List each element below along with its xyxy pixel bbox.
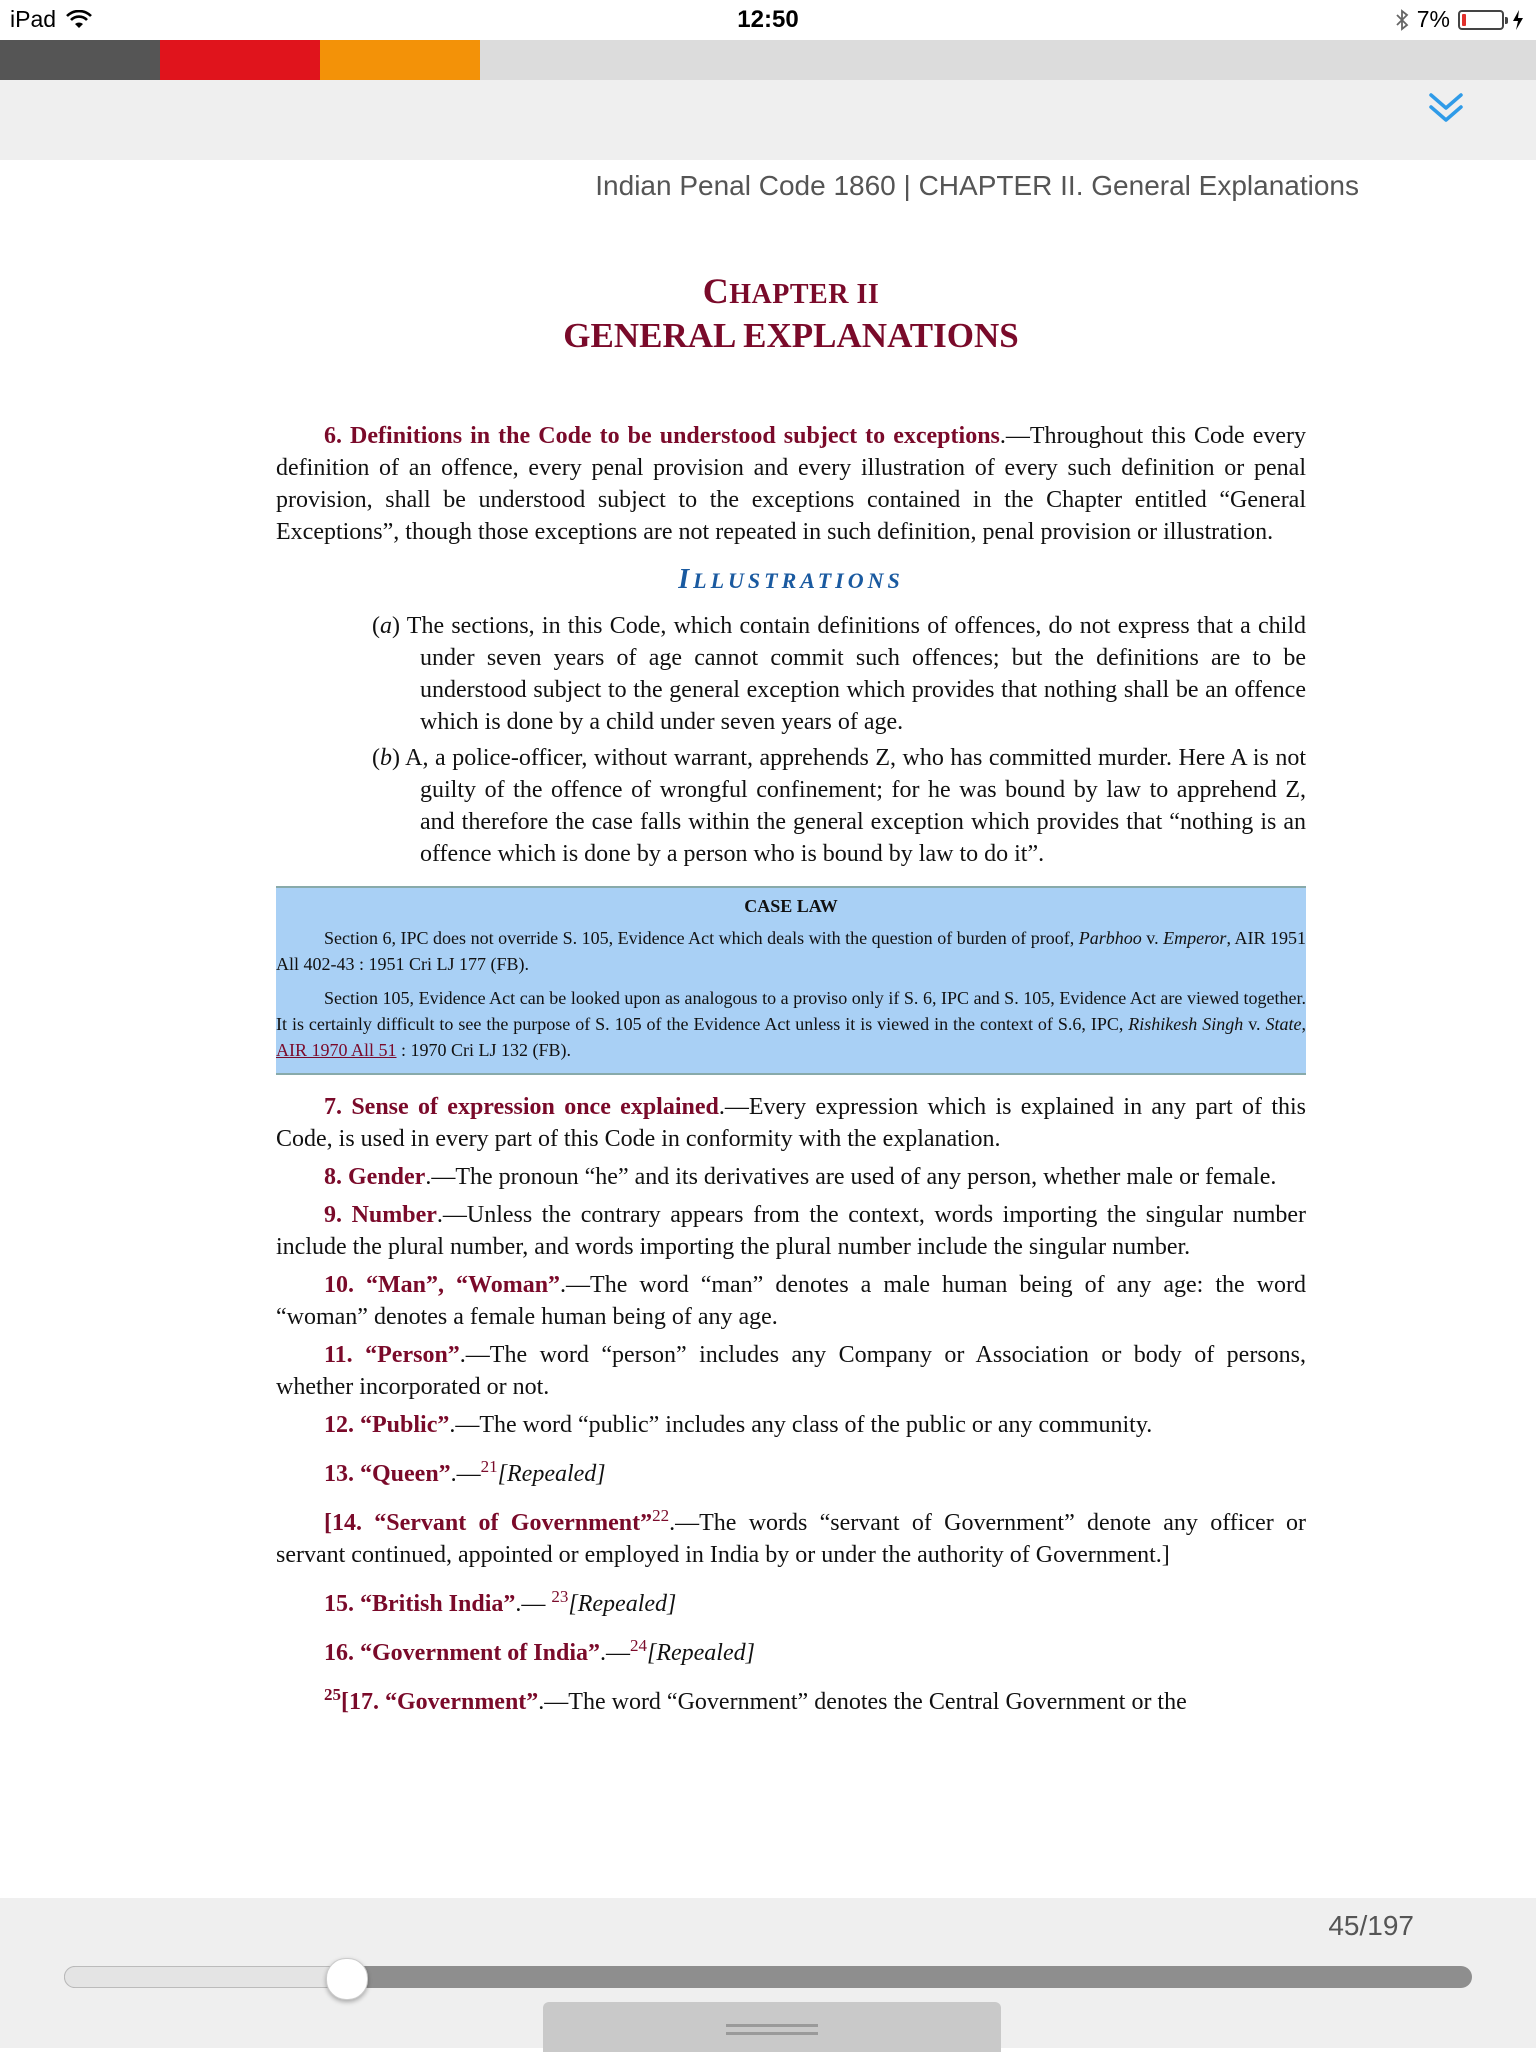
section-15-dash: .— bbox=[515, 1591, 552, 1617]
toolbar bbox=[0, 80, 1536, 160]
tab-red[interactable] bbox=[160, 40, 320, 80]
chapter-label bbox=[276, 270, 1306, 312]
section-9-heading: 9. Number bbox=[324, 1202, 437, 1228]
section-15-repealed: [Repealed] bbox=[568, 1591, 677, 1617]
separator: , bbox=[1301, 1014, 1306, 1034]
illustration-a: (a) The sections, in this Code, which contain definitions of offences, do not express that a child under seven years of age cannot commit such offences; but the definitions are to be understood subject to the general exception which provides that nothing shall be an offence which is done by a child under seven years of age. bbox=[372, 613, 1306, 735]
page-slider[interactable] bbox=[64, 1966, 1472, 1988]
case-party: State bbox=[1265, 1014, 1302, 1034]
page-content bbox=[276, 270, 1306, 1718]
section-8-body: .—The pronoun “he” and its derivatives are used of any person, whether male or female. bbox=[425, 1164, 1277, 1190]
section-7-heading: 7. Sense of expression once explained bbox=[324, 1094, 719, 1120]
section-14-body: .—The words “servant of Government” denote any officer or servant continued, appointed or employed in India by or under the authority of Government.] bbox=[276, 1510, 1306, 1568]
section-17-heading: [17. “Government” bbox=[341, 1689, 539, 1715]
section-12-heading: 12. “Public” bbox=[324, 1412, 450, 1438]
double-chevron-down-icon[interactable] bbox=[1426, 90, 1466, 126]
versus: v. bbox=[1243, 1014, 1266, 1034]
section-6-heading: 6. Definitions in the Code to be understood subject to exceptions bbox=[324, 423, 1000, 449]
illustration-a-text: The sections, in this Code, which contain definitions of offences, do not express that a child under seven years of age cannot commit such offences; but the definitions are to be understood subject to the general exception which provides that nothing shall be an offence which is done by a child under seven years of age. bbox=[400, 613, 1306, 735]
section-6 bbox=[276, 420, 1306, 548]
illustration-b-text: A, a police-officer, without warrant, apprehends Z, who has committed murder. Here A is not guilty of the offence of wrongful confinement; for he was bound by law to apprehend Z, and therefore the case falls within the general exception which provides that “nothing is an offence which is done by a person who is bound by law to do it”. bbox=[400, 745, 1306, 867]
illustrations-heading bbox=[276, 564, 1306, 596]
section-13-dash: .— bbox=[450, 1461, 481, 1487]
bookmark-tab-strip bbox=[0, 40, 1536, 80]
section-8-heading: 8. Gender bbox=[324, 1164, 426, 1190]
tab-orange[interactable] bbox=[320, 40, 480, 80]
battery-percent: 7% bbox=[1416, 6, 1450, 32]
case-law-para-2 bbox=[276, 985, 1306, 1063]
case-law-box bbox=[276, 886, 1306, 1075]
case-law-para-1 bbox=[276, 925, 1306, 977]
illustration-b-label: b bbox=[380, 745, 392, 771]
section-16-dash: .— bbox=[600, 1640, 630, 1666]
section-13-repealed: [Repealed] bbox=[497, 1461, 606, 1487]
illustration-b: (b) A, a police-officer, without warrant, apprehends Z, who has committed murder. Here A is not guilty of the offence of wrongful confinement; for he was bound by law to apprehend Z, and therefore the case falls within the general exception which provides that “nothing is an offence which is done by a person who is bound by law to do it”. bbox=[372, 745, 1306, 867]
section-13-heading: 13. “Queen” bbox=[324, 1461, 451, 1487]
status-bar bbox=[0, 0, 1536, 40]
chapter-title: GENERAL EXPLANATIONS bbox=[563, 316, 1019, 355]
footnote-ref[interactable]: 23 bbox=[551, 1587, 569, 1606]
battery-icon bbox=[1458, 10, 1504, 30]
section-7-body: .—Every expression which is explained in any part of this Code, is used in every part of this Code in conformity with the explanation. bbox=[276, 1094, 1307, 1152]
case-name: Rishikesh Singh bbox=[1128, 1014, 1244, 1034]
grip-line bbox=[726, 2032, 818, 2035]
citation: : 1970 Cri LJ 132 (FB). bbox=[396, 1040, 572, 1060]
chapter-label-initial: C bbox=[702, 271, 730, 311]
section-10-heading: 10. “Man”, “Woman” bbox=[324, 1272, 561, 1298]
section-14-heading: [14. “Servant of Government” bbox=[324, 1510, 653, 1536]
illustrations-heading-initial: I bbox=[678, 564, 694, 595]
section-11 bbox=[276, 1339, 1306, 1403]
section-17-body: .—The word “Government” denotes the Central Government or the bbox=[538, 1689, 1187, 1715]
illustration-a-label: a bbox=[380, 613, 392, 639]
illustrations-heading-rest: LLUSTRATIONS bbox=[693, 568, 904, 593]
section-12-body: .—The word “public” includes any class of the public or any community. bbox=[449, 1412, 1153, 1438]
status-right bbox=[1395, 6, 1524, 33]
section-15-heading: 15. “British India” bbox=[324, 1591, 516, 1617]
section-11-heading: 11. “Person” bbox=[324, 1342, 460, 1368]
page-indicator: 45/197 bbox=[1328, 1910, 1414, 1941]
footnote-ref[interactable]: 25 bbox=[324, 1685, 341, 1704]
case-law-heading: CASE LAW bbox=[744, 896, 838, 916]
footnote-ref[interactable]: 24 bbox=[630, 1636, 647, 1655]
section-9 bbox=[276, 1199, 1306, 1263]
footnote-ref[interactable]: 21 bbox=[480, 1457, 498, 1476]
case-party: Emperor bbox=[1163, 928, 1227, 948]
status-time: 12:50 bbox=[737, 6, 799, 33]
versus: v. bbox=[1141, 928, 1164, 948]
section-17 bbox=[276, 1679, 1306, 1718]
section-13 bbox=[276, 1451, 1306, 1490]
slider-read-portion bbox=[64, 1966, 346, 1988]
case-law-para-1-text: Section 6, IPC does not override S. 105, Evidence Act which deals with the question of burden of proof, bbox=[324, 928, 1079, 948]
drawer-handle[interactable] bbox=[543, 2002, 1001, 2052]
section-6-body: .—Throughout this Code every definition of an offence, every penal provision and every illustration of every such definition or penal provision, shall be understood subject to the exceptions contained in the Chapter entitled “General Exceptions”, though those exceptions are not repeated in such definition, penal provision or illustration. bbox=[276, 423, 1307, 545]
charging-bolt-icon bbox=[1512, 10, 1524, 30]
section-11-body: .—The word “person” includes any Company or Association or body of persons, whether incorporated or not. bbox=[276, 1342, 1307, 1400]
slider-thumb[interactable] bbox=[326, 1958, 368, 2000]
tab-dark[interactable] bbox=[0, 40, 160, 80]
section-7 bbox=[276, 1091, 1306, 1155]
section-16 bbox=[276, 1630, 1306, 1669]
footnote-ref[interactable]: 22 bbox=[652, 1506, 670, 1525]
section-14 bbox=[276, 1500, 1306, 1571]
citation-link[interactable]: AIR 1970 All 51 bbox=[276, 1040, 397, 1060]
section-10 bbox=[276, 1269, 1306, 1333]
section-16-repealed: [Repealed] bbox=[647, 1640, 755, 1666]
section-16-heading: 16. “Government of India” bbox=[324, 1640, 600, 1666]
chapter-label-rest: HAPTER II bbox=[729, 279, 880, 310]
section-12 bbox=[276, 1409, 1306, 1441]
section-15 bbox=[276, 1581, 1306, 1620]
case-name: Parbhoo bbox=[1078, 928, 1142, 948]
running-header: Indian Penal Code 1860 | CHAPTER II. General Explanations bbox=[595, 170, 1359, 201]
device-name: iPad bbox=[10, 6, 57, 32]
section-8 bbox=[276, 1161, 1306, 1193]
case-law-para-2-text: Section 105, Evidence Act can be looked upon as analogous to a proviso only if S. 6, IPC and S. 105, Evidence Act are viewed together. It is certainly difficult to see the purpose of S. 105 of the Evidence Act unless it is viewed in the context of S.6, IPC, bbox=[276, 988, 1306, 1034]
section-10-body: .—The word “man” denotes a male human being of any age: the word “woman” denotes a female human being of any age. bbox=[276, 1272, 1306, 1330]
citation: , AIR 1951 All 402-43 : 1951 Cri LJ 177 (FB). bbox=[276, 928, 1306, 974]
section-9-body: .—Unless the contrary appears from the context, words importing the singular number include the plural number, and words importing the plural number include the singular number. bbox=[276, 1202, 1307, 1260]
bluetooth-icon bbox=[1395, 9, 1409, 31]
grip-line bbox=[726, 2024, 818, 2027]
